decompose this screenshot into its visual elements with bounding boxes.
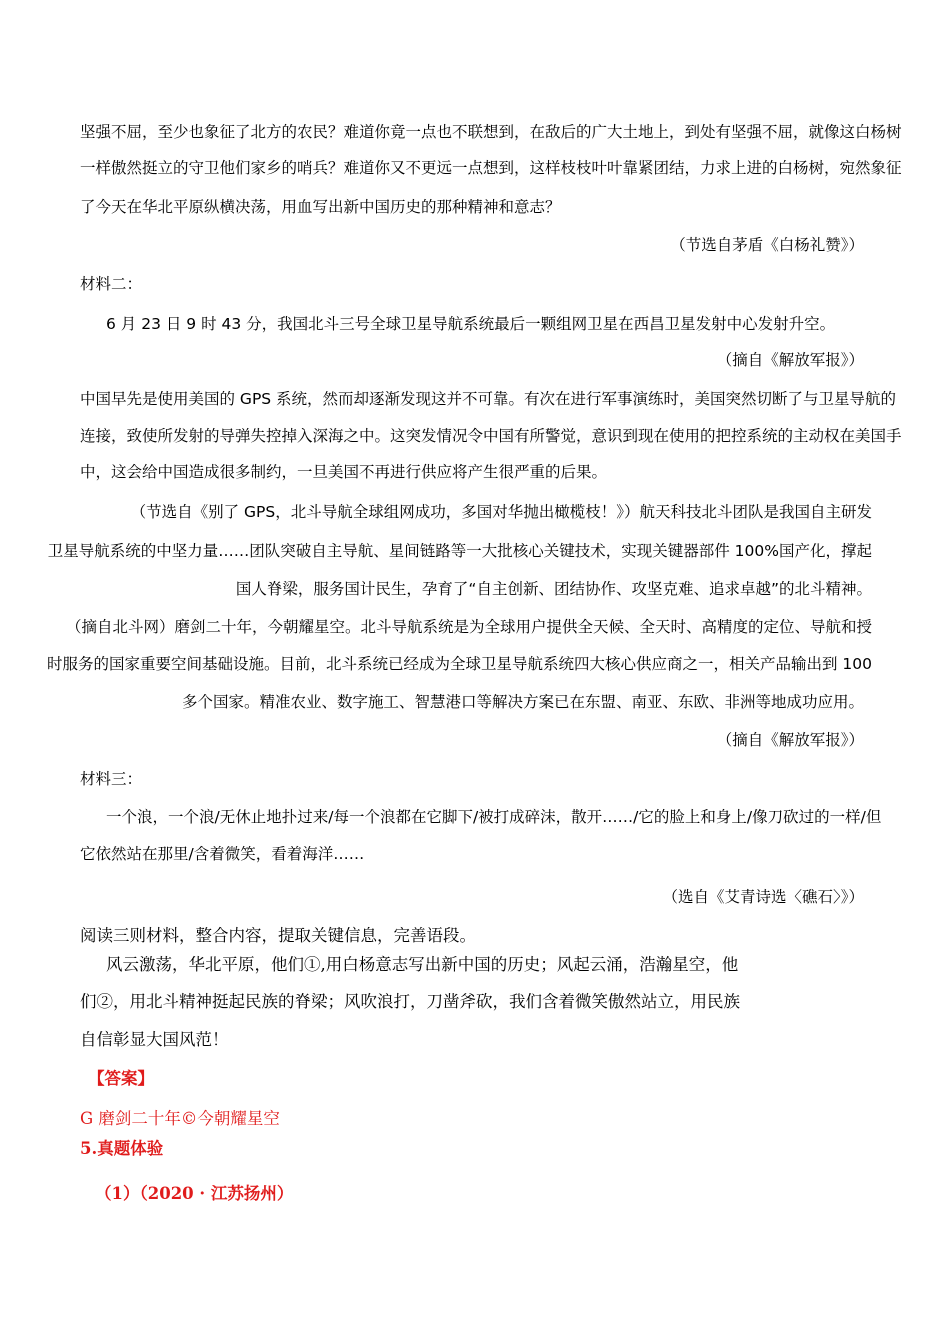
task-line: 风云激荡，华北平原，他们①,用白杨意志写出新中国的历史；风起云涌，浩瀚星空，他 xyxy=(106,955,739,974)
paragraph-line: 国人脊梁，服务国计民生，孕育了“自主创新、团结协作、攻坚克难、追求卓越”的北斗精神。 xyxy=(235,580,872,598)
answer-label: 【答案】 xyxy=(88,1069,154,1088)
paragraph-line: 连接，致使所发射的导弹失控掉入深海之中。这突发情况令中国有所警觉，意识到现在使用的把控系统的主动权在美国手 xyxy=(80,427,902,445)
task-line: 自信彰显大国风范！ xyxy=(80,1030,229,1049)
paragraph-line: 时服务的国家重要空间基础设施。目前，北斗系统已经成为全球卫星导航系统四大核心供应商之一，相关产品输出到 100 xyxy=(46,655,872,673)
task-line: 们②，用北斗精神挺起民族的脊梁；风吹浪打，刀凿斧砍，我们含着微笑傲然站立，用民族 xyxy=(80,992,740,1011)
paragraph-line: 一样傲然挺立的守卫他们家乡的哨兵？难道你又不更远一点想到，这样枝枝叶叶靠紧团结，力求上进的白杨树，宛然象征 xyxy=(80,159,902,177)
source-citation: （选自《艾青诗选〈礁石〉》） xyxy=(662,888,864,906)
source-citation: （节选自茅盾《白杨礼赞》） xyxy=(670,236,864,254)
paragraph-line: 卫星导航系统的中坚力量……团队突破自主导航、星间链路等一大批核心关键技术，实现关键器部件 100%国产化，撑起 xyxy=(47,542,872,560)
section-title: 5.真题体验 xyxy=(80,1139,164,1158)
news-line: 6 月 23 日 9 时 43 分，我国北斗三号全球卫星导航系统最后一颗组网卫星在西昌卫星发射中心发射升空。 xyxy=(106,315,836,333)
paragraph-line: 中国早先是使用美国的 GPS 系统，然而却逐渐发现这并不可靠。有次在进行军事演练时，美国突然切断了与卫星导航的 xyxy=(80,390,897,408)
paragraph-line: 多个国家。精准农业、数字施工、智慧港口等解决方案已在东盟、南亚、东欧、非洲等地成功应用。 xyxy=(181,693,864,711)
source-citation: （摘自《解放军报》） xyxy=(716,351,864,369)
source-citation: （摘自《解放军报》） xyxy=(716,731,864,749)
question-item: （1）（2020 · 江苏扬州） xyxy=(95,1184,294,1203)
section-heading: 材料二： xyxy=(80,275,143,293)
paragraph-line: 坚强不屈，至少也象征了北方的农民？难道你竟一点也不联想到，在敌后的广大土地上，到处有坚强不屈，就像这白杨树 xyxy=(80,123,902,141)
poem-line: 它依然站在那里/含着微笑，看着海洋…… xyxy=(80,845,365,863)
task-instruction: 阅读三则材料，整合内容，提取关键信息，完善语段。 xyxy=(80,926,476,945)
paragraph-line: （节选自《别了 GPS，北斗导航全球组网成功，多国对华抛出橄榄枝！》）航天科技北斗团队是我国自主研发 xyxy=(130,503,872,521)
poem-line: 一个浪，一个浪/无休止地扑过来/每一个浪都在它脚下/被打成碎沫，散开……/它的脸上和身上/像刀砍过的一样/但 xyxy=(106,808,882,826)
paragraph-line: （摘自北斗网）磨剑二十年，今朝耀星空。北斗导航系统是为全球用户提供全天候、全天时、高精度的定位、导航和授 xyxy=(65,618,872,636)
paragraph-line: 中，这会给中国造成很多制约，一旦美国不再进行供应将产生很严重的后果。 xyxy=(80,463,608,481)
answer-text: G 磨剑二十年©今朝耀星空 xyxy=(80,1109,280,1128)
section-heading: 材料三： xyxy=(80,770,143,788)
paragraph-line: 了今天在华北平原纵横决荡，用血写出新中国历史的那种精神和意志？ xyxy=(80,198,561,216)
